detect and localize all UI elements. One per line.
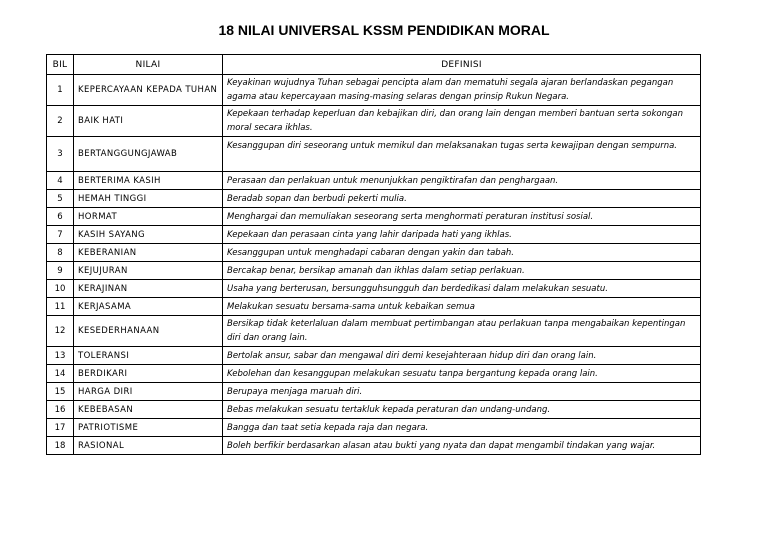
row-definition: Kepekaan terhadap keperluan dan kebajikan diri, dan orang lain dengan memberi bantuan serta sokongan moral secara ikhlas. xyxy=(223,106,701,137)
table-row xyxy=(47,262,701,280)
table-row xyxy=(47,298,701,316)
row-number: 13 xyxy=(47,347,74,365)
values-table xyxy=(46,54,701,455)
row-number: 17 xyxy=(47,419,74,437)
row-value: BAIK HATI xyxy=(74,106,223,137)
row-value: KEPERCAYAAN KEPADA TUHAN xyxy=(74,75,223,106)
row-definition: Kesanggupan untuk menghadapi cabaran dengan yakin dan tabah. xyxy=(223,244,701,262)
row-value: KASIH SAYANG xyxy=(74,226,223,244)
table-row xyxy=(47,316,701,347)
row-number: 8 xyxy=(47,244,74,262)
row-definition: Usaha yang berterusan, bersungguhsungguh dan berdedikasi dalam melakukan sesuatu. xyxy=(223,280,701,298)
row-number: 14 xyxy=(47,365,74,383)
table-row xyxy=(47,226,701,244)
table-row xyxy=(47,106,701,137)
row-value: KERJASAMA xyxy=(74,298,223,316)
row-number: 18 xyxy=(47,437,74,455)
row-definition: Perasaan dan perlakuan untuk menunjukkan pengiktirafan dan penghargaan. xyxy=(223,172,701,190)
row-definition: Keyakinan wujudnya Tuhan sebagai pencipta alam dan mematuhi segala ajaran berlandaskan pegangan agama atau kepercayaan masing-masing selaras dengan prinsip Rukun Negara. xyxy=(223,75,701,106)
table-row xyxy=(47,172,701,190)
row-definition: Melakukan sesuatu bersama-sama untuk kebaikan semua xyxy=(223,298,701,316)
row-number: 5 xyxy=(47,190,74,208)
table-row xyxy=(47,383,701,401)
table-row xyxy=(47,365,701,383)
row-number: 11 xyxy=(47,298,74,316)
table-row xyxy=(47,437,701,455)
header-nilai: NILAI xyxy=(74,55,223,75)
table-row xyxy=(47,208,701,226)
row-definition: Bercakap benar, bersikap amanah dan ikhlas dalam setiap perlakuan. xyxy=(223,262,701,280)
row-definition: Bersikap tidak keterlaluan dalam membuat pertimbangan atau perlakuan tanpa mengabaikan kepentingan diri dan orang lain. xyxy=(223,316,701,347)
row-value: KEBEBASAN xyxy=(74,401,223,419)
page-title: 18 NILAI UNIVERSAL KSSM PENDIDIKAN MORAL xyxy=(218,22,550,38)
row-number: 2 xyxy=(47,106,74,137)
row-number: 7 xyxy=(47,226,74,244)
table-row xyxy=(47,347,701,365)
row-value: HARGA DIRI xyxy=(74,383,223,401)
row-number: 9 xyxy=(47,262,74,280)
row-value: KESEDERHANAAN xyxy=(74,316,223,347)
row-number: 12 xyxy=(47,316,74,347)
row-definition: Bangga dan taat setia kepada raja dan negara. xyxy=(223,419,701,437)
row-number: 4 xyxy=(47,172,74,190)
table-row xyxy=(47,75,701,106)
row-value: TOLERANSI xyxy=(74,347,223,365)
table-row xyxy=(47,280,701,298)
row-number: 10 xyxy=(47,280,74,298)
row-value: BERTANGGUNGJAWAB xyxy=(74,137,223,172)
table-row xyxy=(47,401,701,419)
header-definisi: DEFINISI xyxy=(223,55,701,75)
row-number: 3 xyxy=(47,137,74,172)
table-row xyxy=(47,244,701,262)
row-definition: Bebas melakukan sesuatu tertakluk kepada peraturan dan undang-undang. xyxy=(223,401,701,419)
row-definition: Kepekaan dan perasaan cinta yang lahir daripada hati yang ikhlas. xyxy=(223,226,701,244)
row-definition: Beradab sopan dan berbudi pekerti mulia. xyxy=(223,190,701,208)
row-value: KERAJINAN xyxy=(74,280,223,298)
table-header-row xyxy=(47,55,701,75)
table-row xyxy=(47,419,701,437)
row-definition: Menghargai dan memuliakan seseorang serta menghormati peraturan institusi sosial. xyxy=(223,208,701,226)
row-value: BERTERIMA KASIH xyxy=(74,172,223,190)
row-number: 15 xyxy=(47,383,74,401)
row-value: BERDIKARI xyxy=(74,365,223,383)
row-definition: Berupaya menjaga maruah diri. xyxy=(223,383,701,401)
table-row xyxy=(47,190,701,208)
row-number: 16 xyxy=(47,401,74,419)
row-definition: Boleh berfikir berdasarkan alasan atau bukti yang nyata dan dapat mengambil tindakan yang wajar. xyxy=(223,437,701,455)
row-value: KEBERANIAN xyxy=(74,244,223,262)
row-value: HEMAH TINGGI xyxy=(74,190,223,208)
row-number: 1 xyxy=(47,75,74,106)
row-definition: Kebolehan dan kesanggupan melakukan sesuatu tanpa bergantung kepada orang lain. xyxy=(223,365,701,383)
row-definition: Bertolak ansur, sabar dan mengawal diri demi kesejahteraan hidup diri dan orang lain. xyxy=(223,347,701,365)
table-row xyxy=(47,137,701,172)
row-value: KEJUJURAN xyxy=(74,262,223,280)
header-bil: BIL xyxy=(47,55,74,75)
row-number: 6 xyxy=(47,208,74,226)
row-value: HORMAT xyxy=(74,208,223,226)
row-value: PATRIOTISME xyxy=(74,419,223,437)
row-value: RASIONAL xyxy=(74,437,223,455)
row-definition: Kesanggupan diri seseorang untuk memikul dan melaksanakan tugas serta kewajipan dengan sempurna. xyxy=(223,137,701,172)
